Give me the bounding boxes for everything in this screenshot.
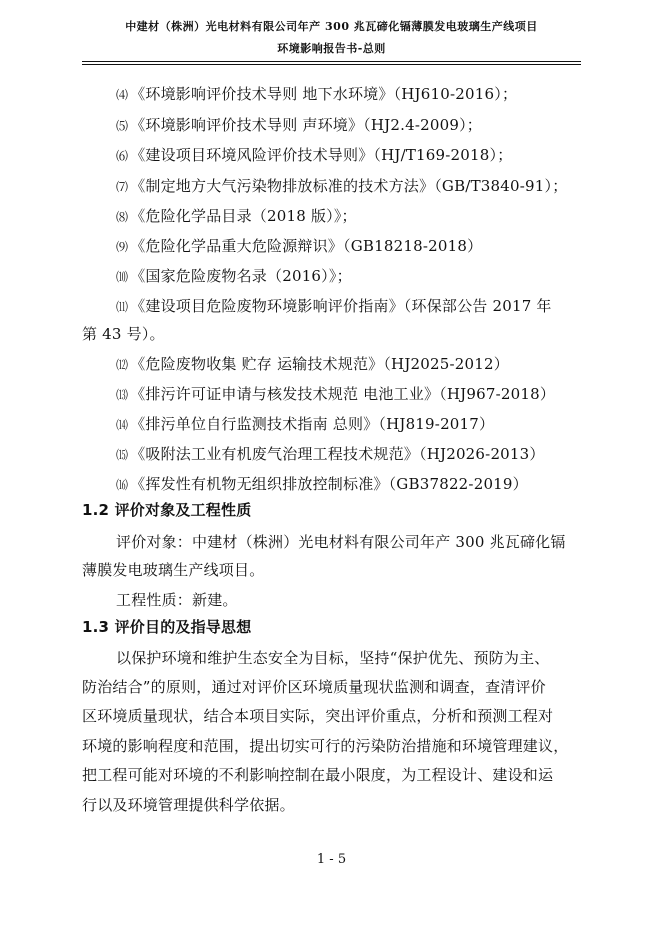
paragraph-line: 区环境质量现状，结合本项目实际，突出评价重点，分析和预测工程对 — [82, 707, 554, 725]
reference-item: ⑺ 《制定地方大气污染物排放标准的技术方法》（GB/T3840-91）； — [116, 177, 568, 195]
header-rule-bottom — [82, 64, 581, 65]
header-title: 中建材（株洲）光电材料有限公司年产 300 兆瓦碲化镉薄膜发电玻璃生产线项目 — [125, 20, 538, 33]
reference-item: ⑻ 《危险化学品目录（2018 版）》； — [116, 207, 357, 225]
reference-item: ⑼ 《危险化学品重大危险源辩识》（GB18218-2018） — [116, 237, 483, 255]
reference-item: ⒀ 《排污许可证申请与核发技术规范 电池工业》（HJ967-2018） — [116, 385, 556, 403]
paragraph-line: 防治结合”的原则，通过对评价区环境质量现状监测和调查，查清评价 — [82, 678, 546, 696]
page-number: 1 - 5 — [316, 852, 347, 867]
reference-item: ⑾ 《建设项目危险废物环境影响评价指南》（环保部公告 2017 年 — [116, 297, 552, 315]
evaluation-object-line: 薄膜发电玻璃生产线项目。 — [82, 561, 265, 579]
section-heading-1-3: 1.3 评价目的及指导思想 — [82, 618, 252, 636]
reference-item: ⑸ 《环境影响评价技术导则 声环境》（HJ2.4-2009）； — [116, 116, 482, 134]
reference-item: ⑷ 《环境影响评价技术导则 地下水环境》（HJ610-2016）； — [116, 85, 518, 103]
reference-item: ⑽ 《国家危险废物名录（2016）》； — [116, 267, 352, 285]
project-nature: 工程性质：新建。 — [116, 591, 238, 609]
section-heading-1-2: 1.2 评价对象及工程性质 — [82, 501, 252, 519]
reference-item: ⑿ 《危险废物收集 贮存 运输技术规范》（HJ2025-2012） — [116, 355, 509, 373]
reference-item: ⑹ 《建设项目环境风险评价技术导则》（HJ/T169-2018）； — [116, 146, 513, 164]
paragraph-line: 以保护环境和维护生态安全为目标，坚持“保护优先、预防为主、 — [116, 649, 550, 667]
paragraph-line: 把工程可能对环境的不利影响控制在最小限度，为工程设计、建设和运 — [82, 766, 554, 784]
reference-item: ⒂ 《吸附法工业有机废气治理工程技术规范》（HJ2026-2013） — [116, 445, 545, 463]
header-rule-top — [82, 61, 581, 62]
paragraph-line: 行以及环境管理提供科学依据。 — [82, 796, 295, 814]
paragraph-line: 环境的影响程度和范围，提出切实可行的污染防治措施和环境管理建议， — [82, 737, 569, 755]
reference-item: ⒁ 《排污单位自行监测技术指南 总则》（HJ819-2017） — [116, 415, 495, 433]
evaluation-object-line: 评价对象：中建材（株洲）光电材料有限公司年产 300 兆瓦碲化镉 — [116, 533, 566, 551]
header-subtitle: 环境影响报告书-总则 — [277, 42, 386, 55]
reference-item-continuation: 第 43 号）。 — [82, 325, 165, 343]
reference-item: ⒃ 《挥发性有机物无组织排放控制标准》（GB37822-2019） — [116, 475, 528, 493]
